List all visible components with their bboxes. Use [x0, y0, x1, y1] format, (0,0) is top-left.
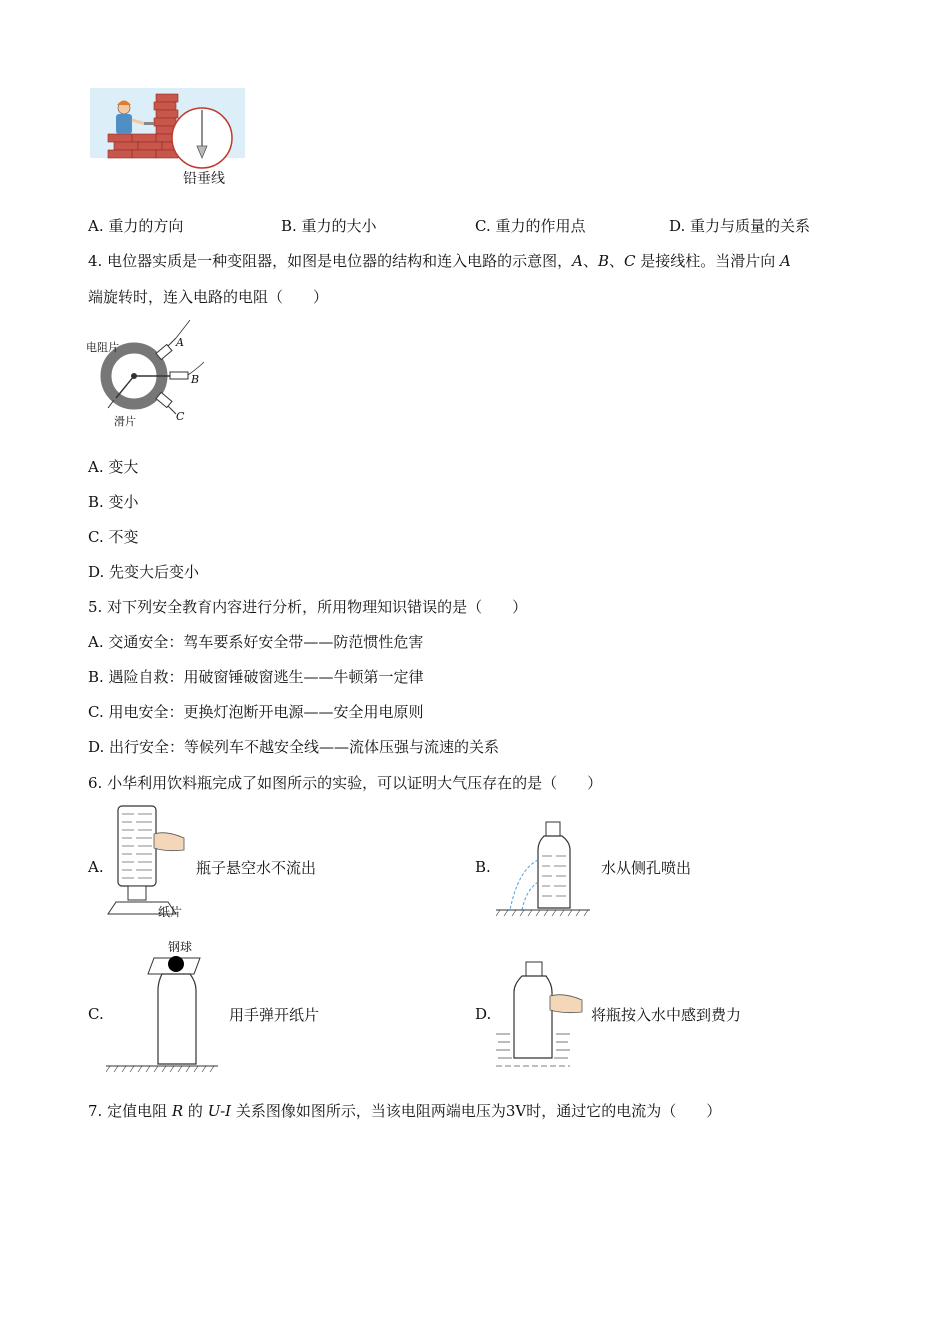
q6-option-b-letter[interactable]: B. [475, 858, 491, 876]
q6-figure-a-label: 纸片 [158, 905, 183, 919]
q5-option-c[interactable]: C. 用电安全：更换灯泡断开电源——安全用电原则 [88, 703, 424, 721]
q4-option-c[interactable]: C. 不变 [88, 528, 139, 546]
q5-option-a[interactable]: A. 交通安全：驾车要系好安全带——防范惯性危害 [88, 633, 424, 651]
q6-option-c-letter[interactable]: C. [88, 1005, 104, 1023]
q4-stem-line1: 4. 电位器实质是一种变阻器，如图是电位器的结构和连入电路的示意图，A、B、C 是接线柱。当滑片向 A [88, 252, 791, 270]
q6-figure-c [104, 952, 224, 1074]
q4-stem-line2: 端旋转时，连入电路的电阻（ ） [88, 288, 329, 306]
slider-label: 滑片 [114, 415, 136, 428]
q6-figure-d [494, 960, 594, 1072]
q3-option-c[interactable]: C. 重力的作用点 [475, 217, 586, 235]
q7-stem: 7. 定值电阻 R 的 U-I 关系图像如图所示，当该电阻两端电压为3V时，通过它的电流为（ ） [88, 1102, 722, 1120]
plumb-line-label: 铅垂线 [183, 171, 225, 187]
q5-option-d[interactable]: D. 出行安全：等候列车不越安全线——流体压强与流速的关系 [88, 738, 500, 756]
q3-option-d[interactable]: D. 重力与质量的关系 [669, 217, 811, 235]
terminal-c-label: C [176, 410, 185, 423]
resistor-label: 电阻片 [86, 341, 119, 354]
terminal-a-label: A [176, 336, 184, 349]
q6-option-a-desc[interactable]: 瓶子悬空水不流出 [196, 859, 317, 877]
q6-figure-a [104, 804, 194, 918]
q3-option-a[interactable]: A. 重力的方向 [88, 217, 184, 235]
q6-option-d-letter[interactable]: D. [475, 1005, 492, 1023]
q4-option-a[interactable]: A. 变大 [88, 458, 139, 476]
terminal-b-label: B [191, 373, 200, 386]
q3-option-b[interactable]: B. 重力的大小 [281, 217, 377, 235]
q6-figure-b [494, 820, 594, 918]
q5-stem: 5. 对下列安全教育内容进行分析，所用物理知识错误的是（ ） [88, 598, 528, 616]
q6-option-a-letter[interactable]: A. [88, 858, 104, 876]
q6-option-d-desc[interactable]: 将瓶按入水中感到费力 [591, 1006, 742, 1024]
q6-option-c-desc[interactable]: 用手弹开纸片 [229, 1006, 320, 1024]
q6-figure-c-label: 钢球 [168, 940, 193, 954]
q6-stem: 6. 小华利用饮料瓶完成了如图所示的实验，可以证明大气压存在的是（ ） [88, 774, 603, 792]
q5-option-b[interactable]: B. 遇险自救：用破窗锤破窗逃生——牛顿第一定律 [88, 668, 424, 686]
q4-option-b[interactable]: B. 变小 [88, 493, 139, 511]
q4-option-d[interactable]: D. 先变大后变小 [88, 563, 200, 581]
q6-option-b-desc[interactable]: 水从侧孔喷出 [601, 859, 692, 877]
